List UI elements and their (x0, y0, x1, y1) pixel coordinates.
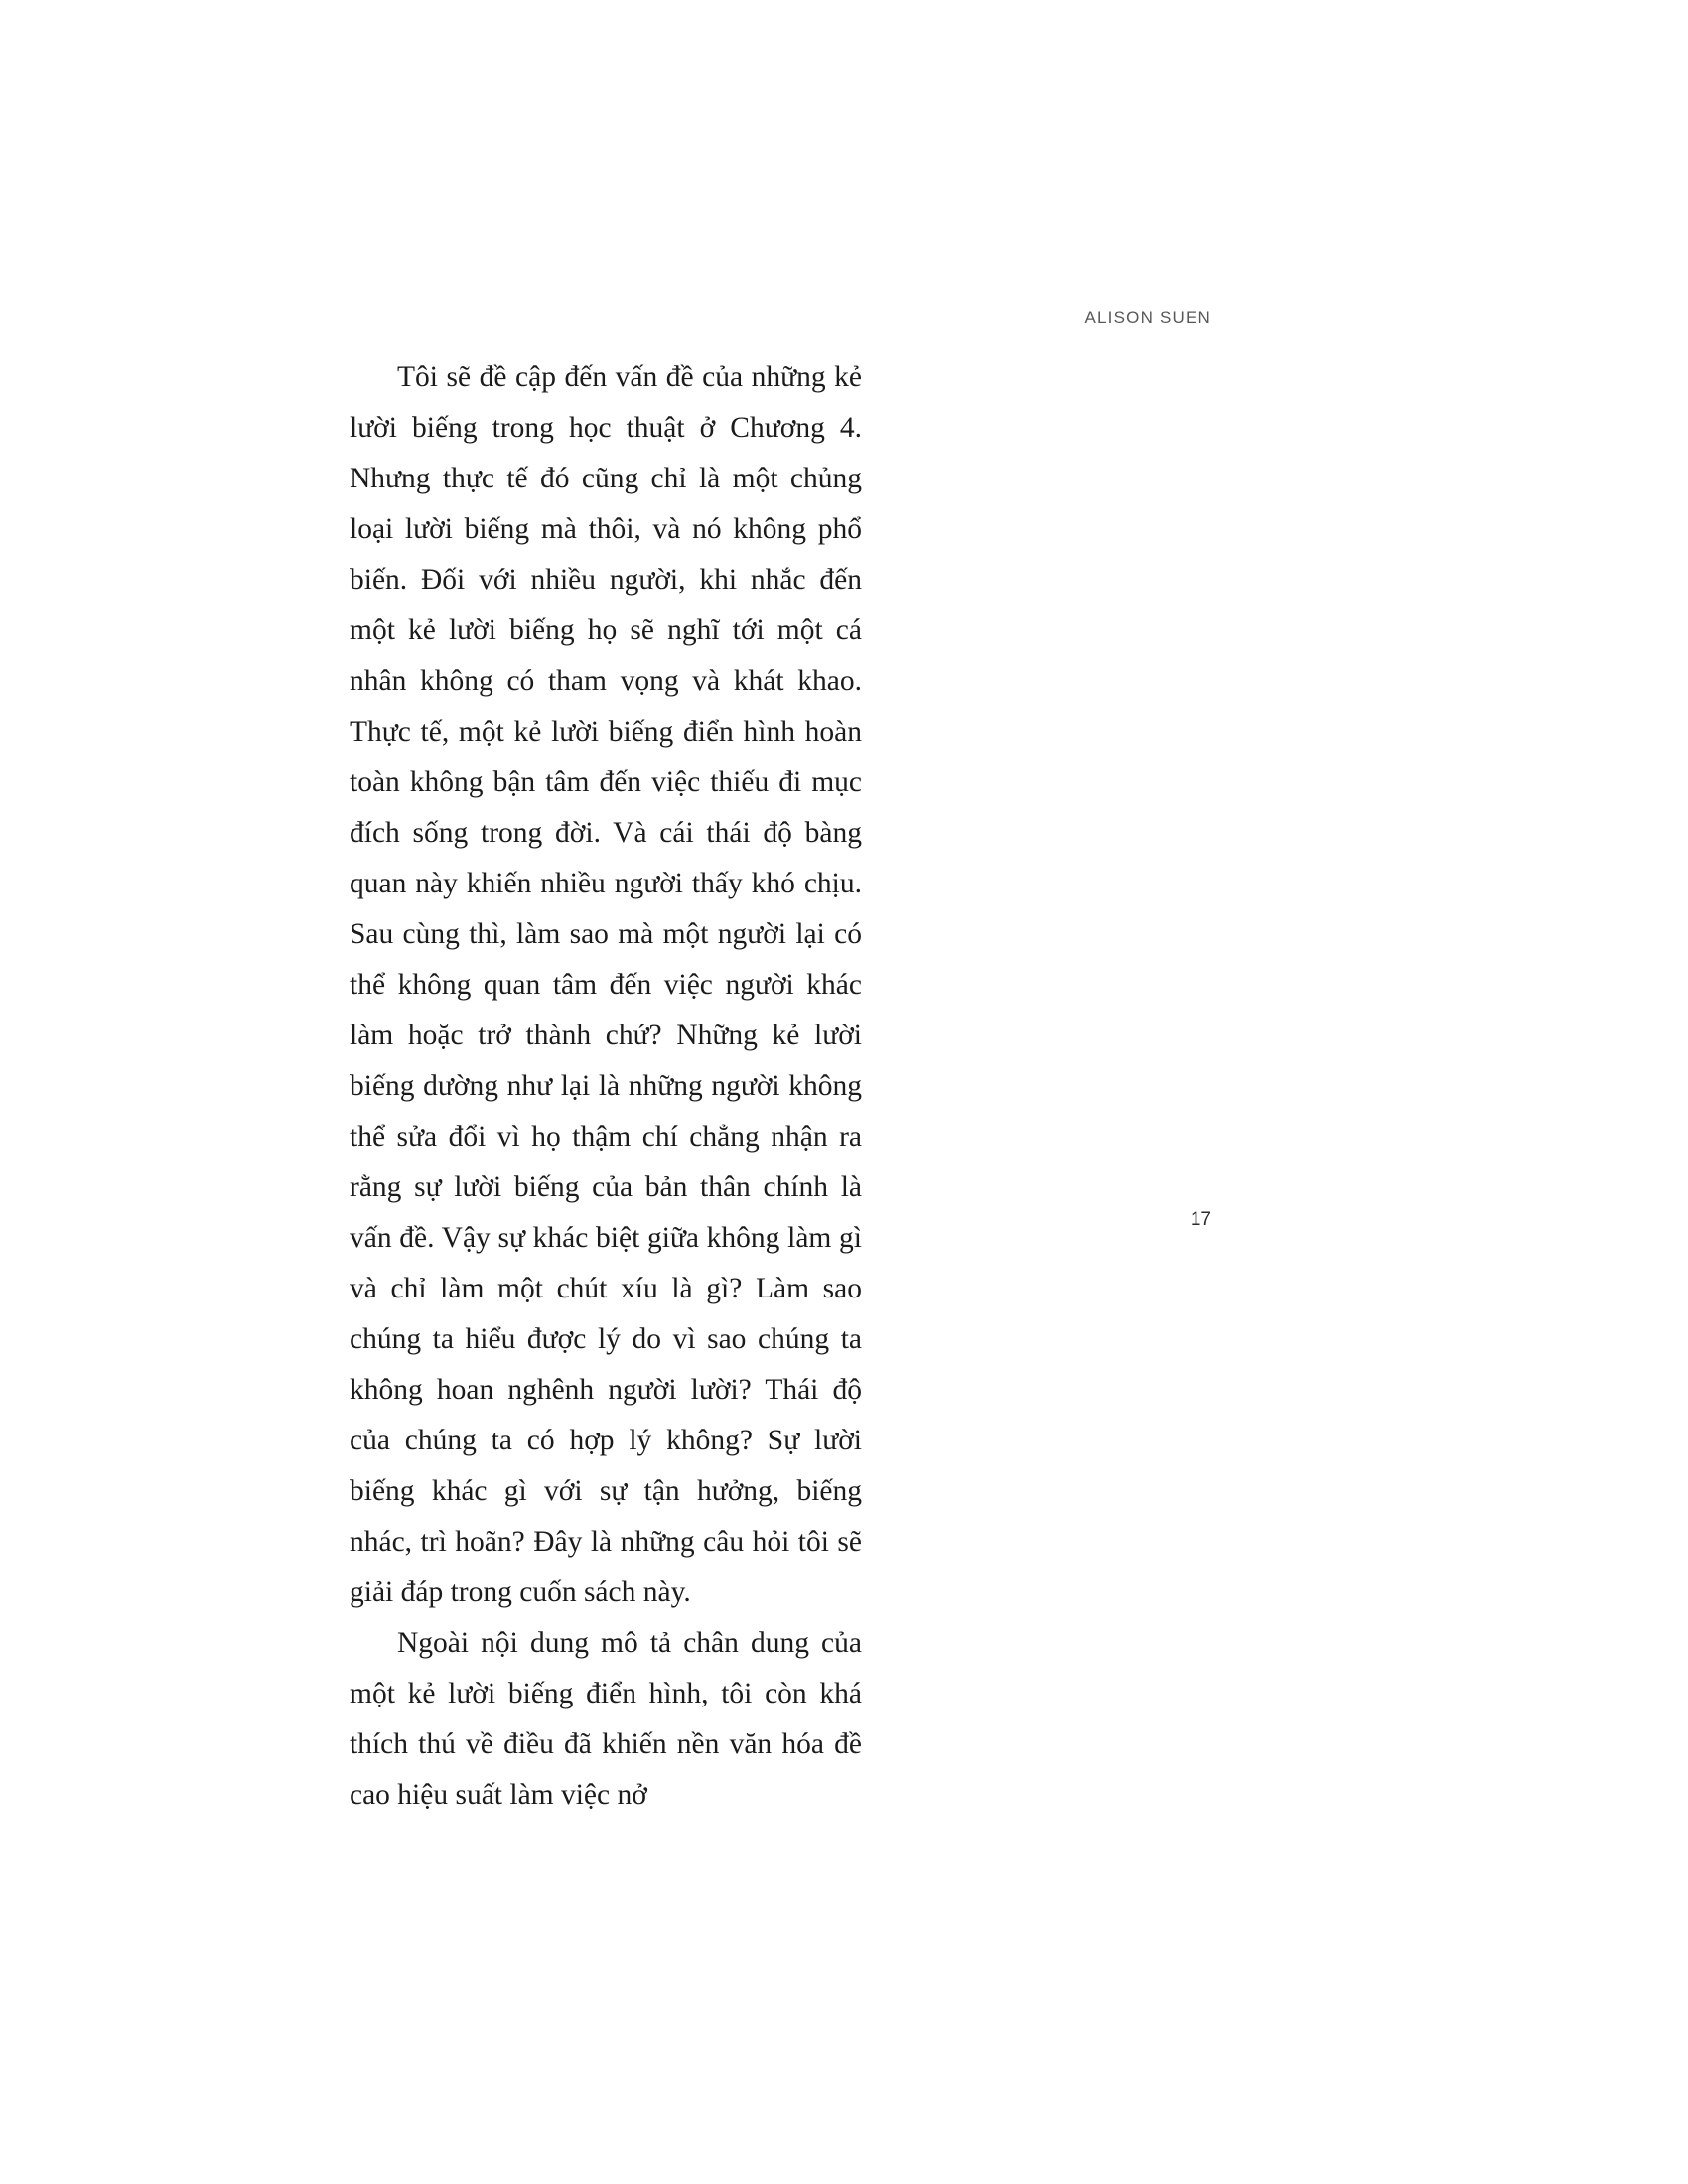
page-number: 17 (1190, 1209, 1211, 1230)
running-head-author: ALISON SUEN (1084, 308, 1211, 327)
paragraph: Tôi sẽ đề cập đến vấn đề của những kẻ lười biếng trong học thuật ở Chương 4. Nhưng thực tế đó cũng chỉ là một chủng loại lười biếng mà thôi, và nó không phổ biến. Đối với nhiều người, khi nhắc đến một kẻ lười biếng họ sẽ nghĩ tới một cá nhân không có tham vọng và khát khao. Thực tế, một kẻ lười biếng điển hình hoàn toàn không bận tâm đến việc thiếu đi mục đích sống trong đời. Và cái thái độ bàng quan này khiến nhiều người thấy khó chịu. Sau cùng thì, làm sao mà một người lại có thể không quan tâm đến việc người khác làm hoặc trở thành chứ? Những kẻ lười biếng dường như lại là những người không thể sửa đổi vì họ thậm chí chẳng nhận ra rằng sự lười biếng của bản thân chính là vấn đề. Vậy sự khác biệt giữa không làm gì và chỉ làm một chút xíu là gì? Làm sao chúng ta hiểu được lý do vì sao chúng ta không hoan nghênh người lười? Thái độ của chúng ta có hợp lý không? Sự lười biếng khác gì với sự tận hưởng, biếng nhác, trì hoãn? Đây là những câu hỏi tôi sẽ giải đáp trong cuốn sách này. (350, 361, 862, 1608)
page-body (350, 352, 862, 1821)
paragraph: Ngoài nội dung mô tả chân dung của một kẻ lười biếng điển hình, tôi còn khá thích thú về điều đã khiến nền văn hóa đề cao hiệu suất làm việc nở (350, 1627, 862, 1811)
